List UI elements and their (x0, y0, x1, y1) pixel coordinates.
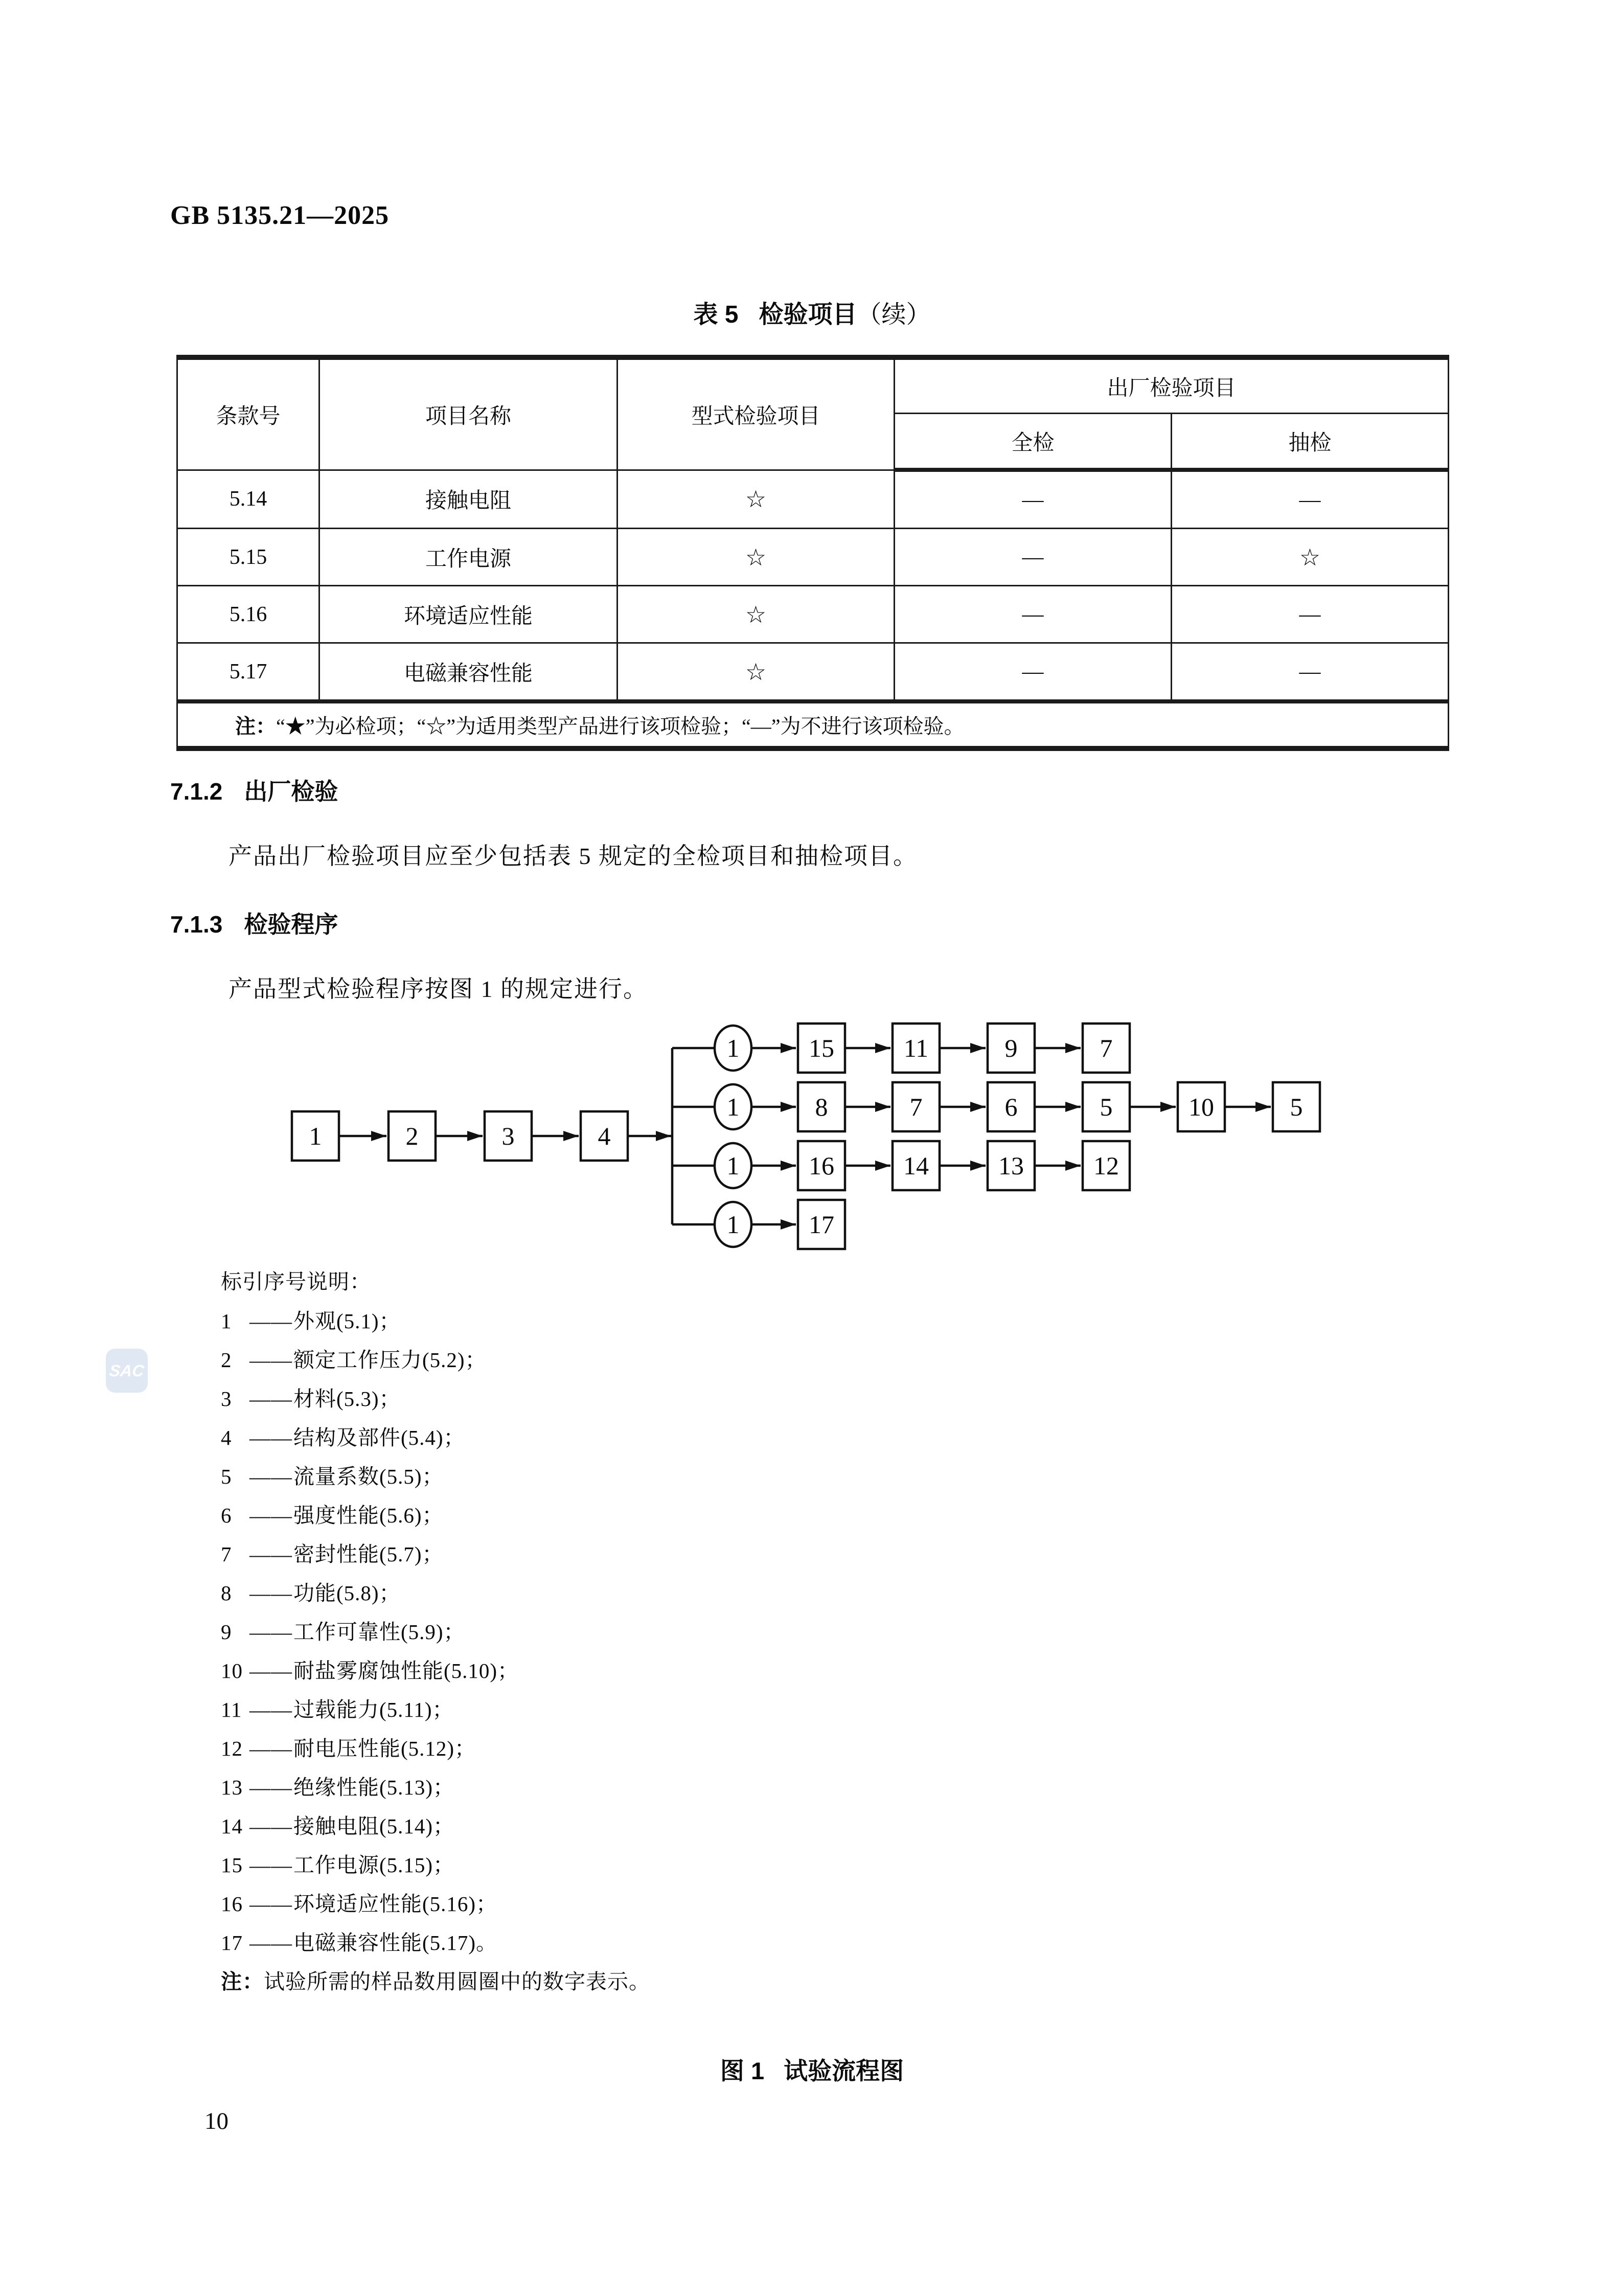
legend-item: 15 ——工作电源(5.15)； (221, 1853, 455, 1877)
section-title: 检验程序 (244, 911, 338, 938)
page-number: 10 (204, 2108, 228, 2134)
section-number: 7.1.3 (170, 911, 223, 938)
legend-item: 6 ——强度性能(5.6)； (221, 1504, 444, 1527)
inspection-items-table (176, 355, 1449, 751)
flow-box-label: 9 (1004, 1034, 1018, 1062)
flow-box-label: 13 (998, 1151, 1024, 1180)
col-header-type-test: 型式检验项目 (618, 357, 895, 470)
legend-item: 8 ——功能(5.8)； (221, 1581, 401, 1605)
legend-note: 注：试验所需的样品数用圆圈中的数字表示。 (221, 1970, 650, 1993)
flow-box-label: 4 (598, 1122, 611, 1150)
section-title: 出厂检验 (244, 778, 338, 805)
col-header-item-name: 项目名称 (319, 357, 618, 470)
flow-box-label: 12 (1093, 1151, 1119, 1180)
cell-item-name: 接触电阻 (319, 470, 618, 529)
cell-clause: 5.16 (177, 586, 319, 643)
table-note (177, 701, 1449, 748)
cell-item-name: 工作电源 (319, 529, 618, 586)
legend-item: 10 ——耐盐雾腐蚀性能(5.10)； (221, 1659, 519, 1683)
section-number: 7.1.2 (170, 778, 223, 805)
table-title-suffix: （续） (857, 301, 931, 328)
legend-item: 2 ——额定工作压力(5.2)； (221, 1348, 487, 1372)
flow-box-label: 15 (809, 1034, 834, 1062)
standard-code: GB 5135.21—2025 (170, 201, 390, 230)
legend-item: 4 ——结构及部件(5.4)； (221, 1426, 465, 1449)
flow-box-label: 1 (309, 1122, 322, 1150)
legend-item: 17 ——电磁兼容性能(5.17)。 (221, 1931, 498, 1954)
flow-box-label: 11 (903, 1034, 929, 1062)
section-heading-712 (170, 773, 338, 807)
legend-intro: 标引序号说明： (221, 1270, 371, 1293)
col-header-sampling-check: 抽检 (1172, 414, 1449, 470)
flow-box-label: 17 (809, 1210, 834, 1239)
flow-box-label: 7 (909, 1093, 923, 1121)
table-row (177, 586, 1449, 643)
table-title-label: 表 5 (693, 301, 739, 328)
cell-clause: 5.17 (177, 643, 319, 702)
flow-box-label: 3 (501, 1122, 515, 1150)
figure-caption: 图 1 试验流程图 (720, 2057, 904, 2084)
sample-count-label: 1 (726, 1093, 740, 1121)
cell-sampling-check: — (1172, 470, 1449, 529)
table-note-label: 注： (235, 715, 276, 738)
legend-item: 9 ——工作可靠性(5.9)； (221, 1620, 465, 1644)
col-header-full-check: 全检 (895, 414, 1172, 470)
cell-full-check: — (895, 643, 1172, 702)
sample-count-label: 1 (726, 1151, 740, 1180)
table-row (177, 470, 1449, 529)
flow-box-label: 5 (1100, 1093, 1113, 1121)
legend-item: 16 ——环境适应性能(5.16)； (221, 1892, 498, 1916)
cell-sampling-check: — (1172, 586, 1449, 643)
flow-box-label: 2 (405, 1122, 419, 1150)
flow-box-label: 8 (815, 1093, 828, 1121)
flow-box-label: 6 (1004, 1093, 1018, 1121)
sac-watermark-logo: SAC (106, 1349, 148, 1393)
sample-count-label: 1 (726, 1034, 740, 1062)
table-title-text: 检验项目 (759, 301, 857, 328)
legend-block (221, 1262, 1345, 2001)
test-procedure-flowchart (286, 1015, 1329, 1255)
section-paragraph-712: 产品出厂检验项目应至少包括表 5 规定的全检项目和抽检项目。 (228, 843, 918, 869)
table-row (177, 643, 1449, 702)
cell-full-check: — (895, 529, 1172, 586)
cell-full-check: — (895, 470, 1172, 529)
flow-box-label: 7 (1100, 1034, 1113, 1062)
legend-item: 5 ——流量系数(5.5)； (221, 1465, 444, 1488)
flow-box-label: 5 (1290, 1093, 1303, 1121)
legend-item: 14 ——接触电阻(5.14)； (221, 1814, 455, 1838)
table-row (177, 529, 1449, 586)
legend-item: 3 ——材料(5.3)； (221, 1387, 401, 1411)
flow-box-label: 14 (903, 1151, 929, 1180)
section-paragraph-713: 产品型式检验程序按图 1 的规定进行。 (228, 976, 648, 1002)
legend-item: 13 ——绝缘性能(5.13)； (221, 1776, 455, 1799)
cell-sampling-check: ☆ (1172, 529, 1449, 586)
col-header-factory-test: 出厂检验项目 (895, 357, 1449, 414)
cell-type-test: ☆ (618, 643, 895, 702)
cell-clause: 5.14 (177, 470, 319, 529)
sample-count-label: 1 (726, 1210, 740, 1239)
legend-item: 7 ——密封性能(5.7)； (221, 1542, 444, 1566)
legend-item: 12 ——耐电压性能(5.12)； (221, 1737, 476, 1760)
flow-box-label: 10 (1188, 1093, 1214, 1121)
cell-sampling-check: — (1172, 643, 1449, 702)
table-note-text: “★”为必检项；“☆”为适用类型产品进行该项检验；“—”为不进行该项检验。 (276, 715, 965, 738)
legend-item: 1 ——外观(5.1)； (221, 1309, 401, 1333)
cell-item-name: 电磁兼容性能 (319, 643, 618, 702)
flow-box-label: 16 (809, 1151, 834, 1180)
legend-item: 11 ——过载能力(5.11)； (221, 1698, 454, 1721)
cell-item-name: 环境适应性能 (319, 586, 618, 643)
cell-type-test: ☆ (618, 470, 895, 529)
cell-type-test: ☆ (618, 586, 895, 643)
col-header-clause: 条款号 (177, 357, 319, 470)
section-heading-713 (170, 906, 338, 940)
cell-type-test: ☆ (618, 529, 895, 586)
table-title (176, 294, 1448, 330)
cell-full-check: — (895, 586, 1172, 643)
cell-clause: 5.15 (177, 529, 319, 586)
